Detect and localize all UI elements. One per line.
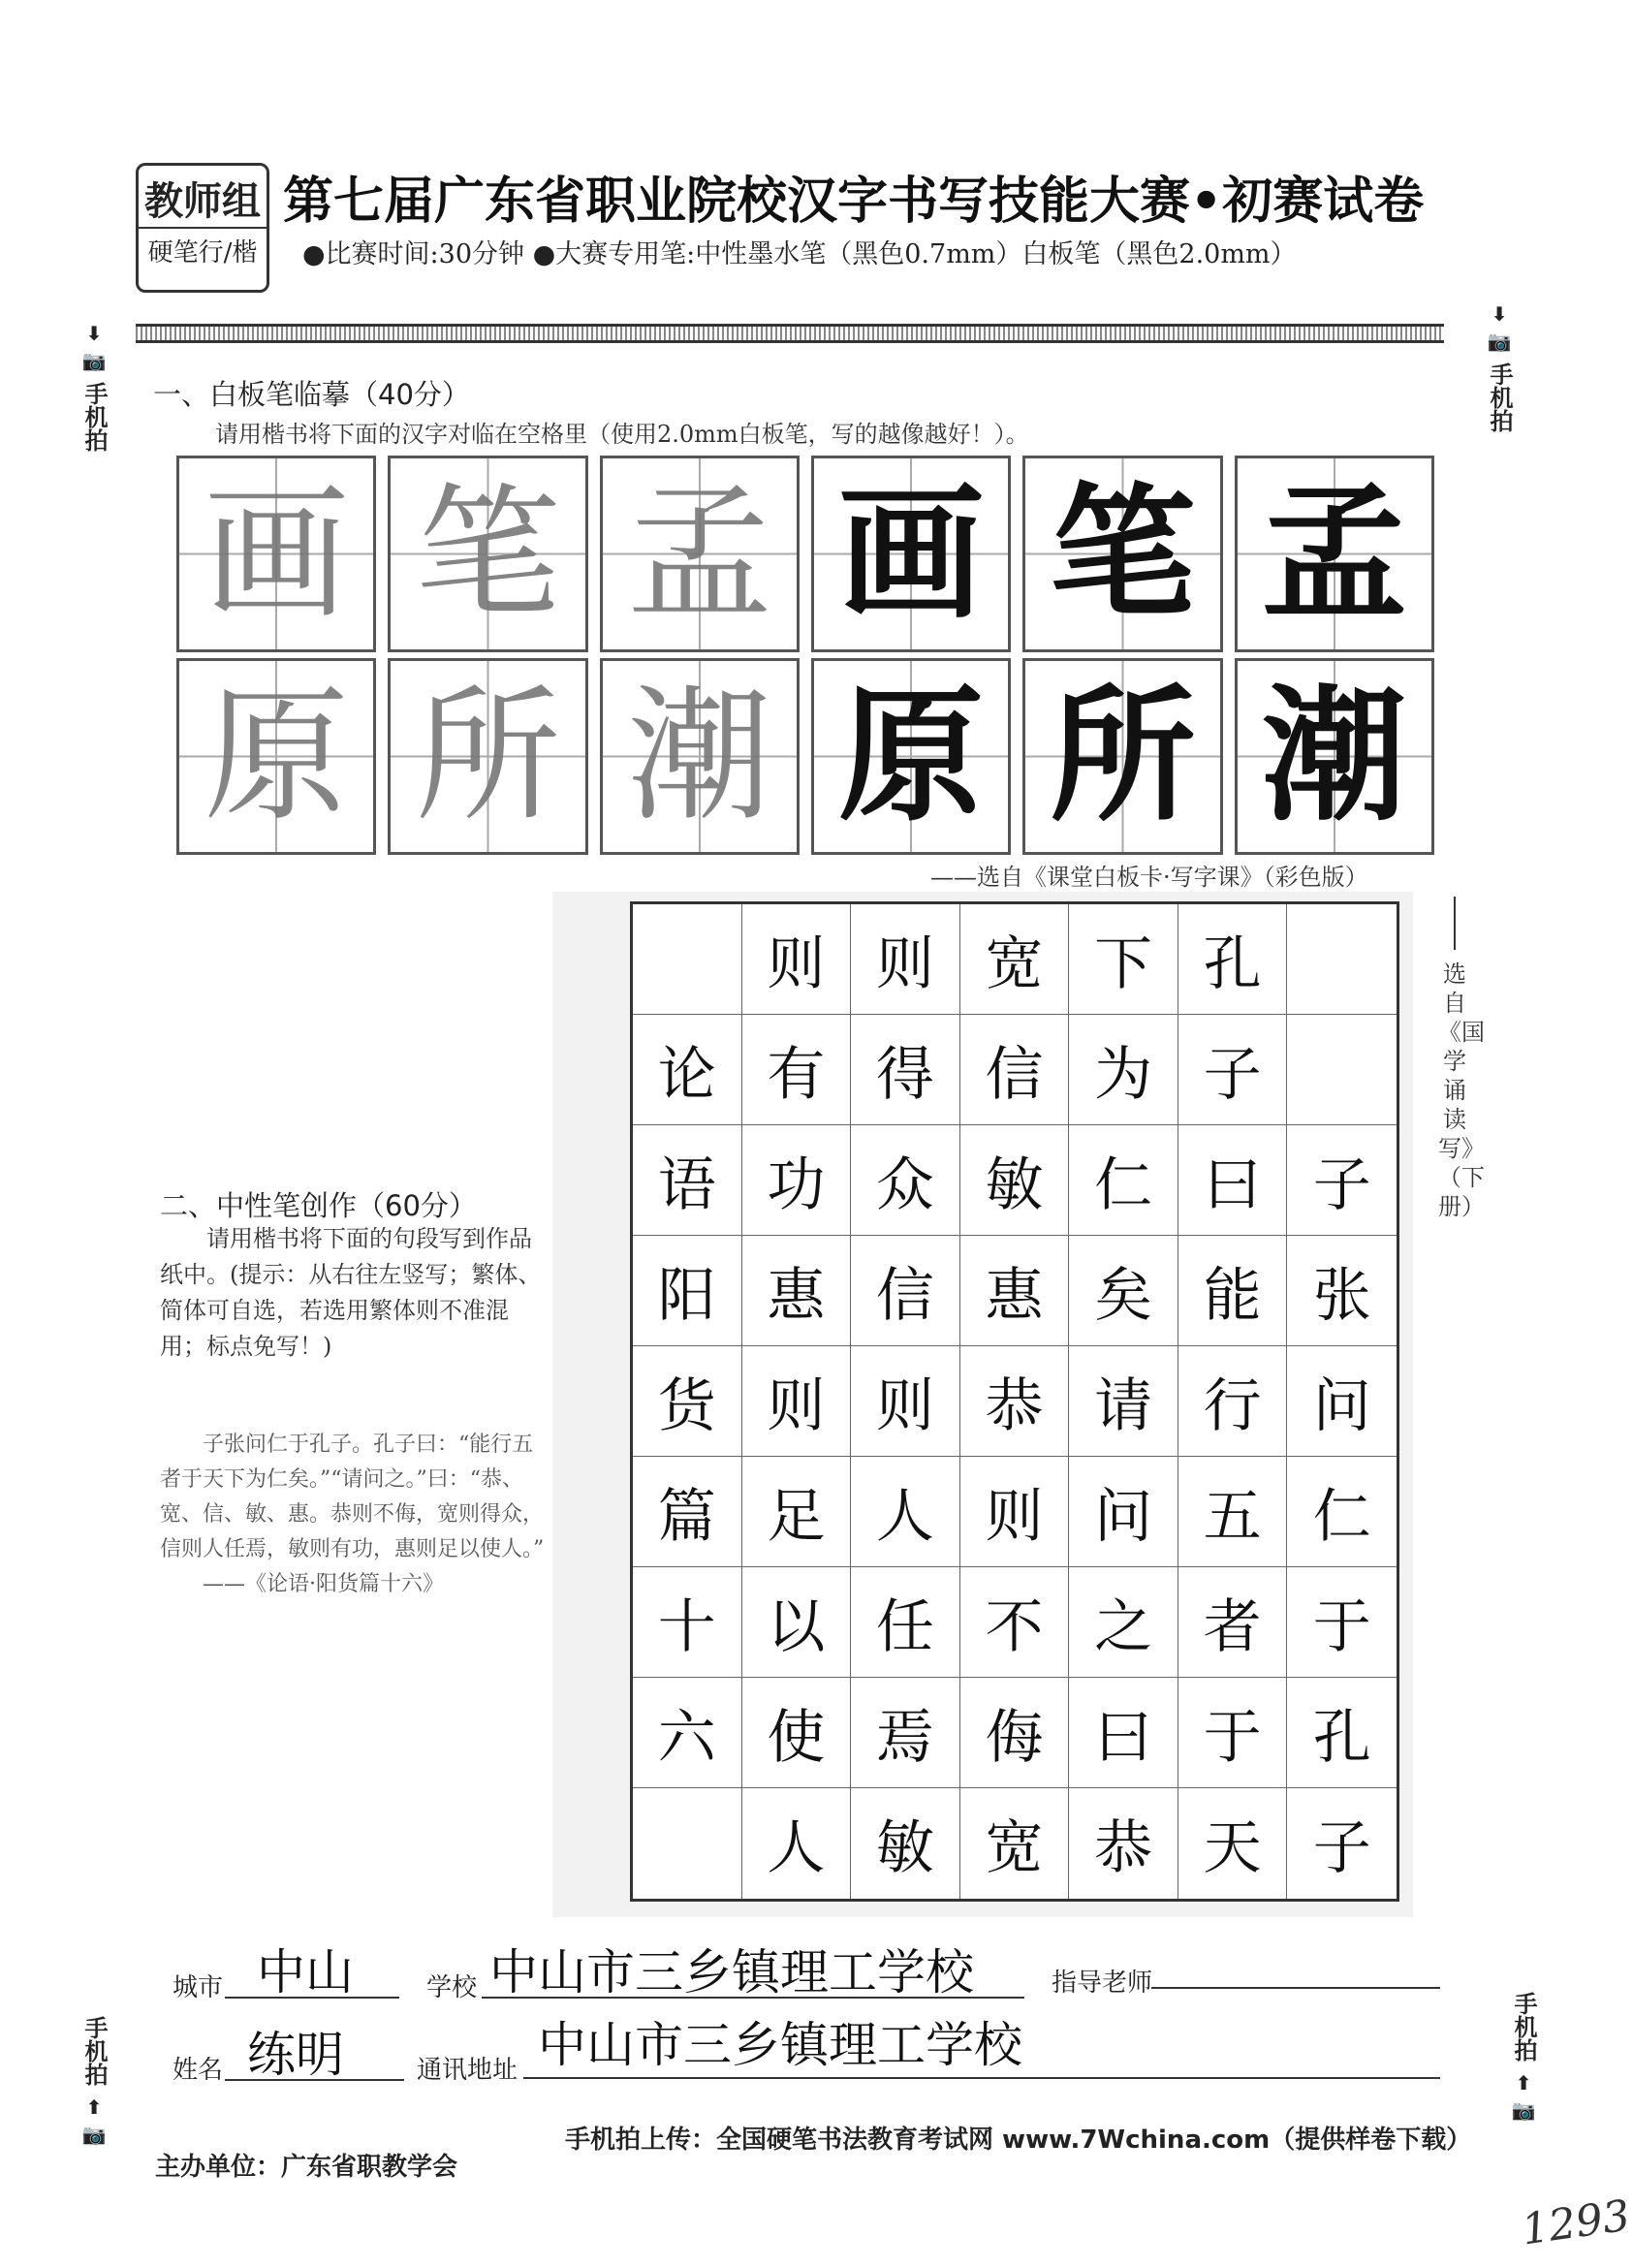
teacher-line — [1151, 1987, 1440, 1989]
side-label-top-left — [78, 320, 110, 452]
grid-cell[interactable]: 人 — [742, 1788, 852, 1899]
model-cell — [811, 456, 1011, 652]
side-label-text: 手机拍 — [80, 382, 108, 452]
grid-cell[interactable]: 敏 — [851, 1788, 960, 1899]
copy-cell[interactable] — [388, 456, 587, 652]
grid-cell[interactable]: 仁 — [1287, 1457, 1397, 1567]
grid-cell[interactable]: 六 — [633, 1678, 742, 1788]
grid-cell[interactable]: 有 — [742, 1015, 852, 1125]
grid-cell[interactable]: 则 — [851, 904, 960, 1015]
address-line — [523, 2077, 1440, 2079]
grid-cell[interactable]: 任 — [851, 1567, 960, 1678]
grid-cell[interactable]: 张 — [1287, 1236, 1397, 1346]
grid-cell[interactable]: 足 — [742, 1457, 852, 1567]
model-char: 笔 — [1050, 469, 1196, 639]
grid-cell[interactable]: 焉 — [851, 1678, 960, 1788]
exam-info: ●比赛时间:30分钟 ●大赛专用笔:中性墨水笔（黑色0.7mm）白板笔（黑色2.0mm） — [302, 239, 1297, 269]
grid-cell[interactable]: 宽 — [960, 1788, 1070, 1899]
copy-cell[interactable] — [176, 456, 376, 652]
copy-char: 潮 — [626, 672, 772, 841]
model-char: 原 — [838, 672, 985, 841]
copy-cell[interactable] — [600, 456, 800, 652]
grid-cell[interactable]: 恭 — [1069, 1788, 1178, 1899]
section1-source: ——选自《课堂白板卡·写字课》（彩色版） — [930, 864, 1368, 891]
grid-cell[interactable]: 子 — [1178, 1015, 1288, 1125]
grid-cell[interactable]: 矣 — [1069, 1236, 1178, 1346]
teacher-label: 指导老师 — [1052, 1969, 1153, 1998]
camera-icon: ⬇📷 — [1487, 302, 1512, 353]
grid-cell[interactable]: 众 — [851, 1125, 960, 1236]
grid-cell[interactable]: 货 — [633, 1346, 742, 1457]
grid-cell[interactable]: 之 — [1069, 1567, 1178, 1678]
model-cell — [1022, 658, 1222, 855]
header-rule — [136, 324, 1444, 343]
grid-cell[interactable]: 得 — [851, 1015, 960, 1125]
grid-cell[interactable]: 于 — [1287, 1567, 1397, 1678]
city-field[interactable]: 中山 — [257, 1944, 354, 2000]
side-label-text: 手机拍 — [1510, 1992, 1537, 2062]
model-cell — [1235, 658, 1434, 855]
section2-heading: 二、中性笔创作（60分） — [160, 1189, 477, 1222]
grid-cell[interactable]: 下 — [1069, 904, 1178, 1015]
school-field[interactable]: 中山市三乡镇理工学校 — [489, 1944, 974, 2000]
copy-char: 孟 — [626, 469, 772, 639]
grid-cell[interactable]: 五 — [1178, 1457, 1288, 1567]
grid-cell[interactable]: 曰 — [1069, 1678, 1178, 1788]
copy-cell[interactable] — [176, 658, 376, 855]
group-name: 教师组 — [144, 179, 261, 224]
grid-cell[interactable]: 问 — [1069, 1457, 1178, 1567]
grid-cell[interactable]: 篇 — [633, 1457, 742, 1567]
grid-cell[interactable]: 能 — [1178, 1236, 1288, 1346]
vertical-source: 选自《国学诵读写》（下册） — [1438, 961, 1485, 1220]
copy-char: 所 — [415, 672, 561, 841]
grid-cell[interactable]: 惠 — [960, 1236, 1070, 1346]
grid-cell[interactable]: 侮 — [960, 1678, 1070, 1788]
section1-heading: 一、白板笔临摹（40分） — [153, 378, 470, 411]
grid-cell[interactable]: 恭 — [960, 1346, 1070, 1457]
copy-char: 笔 — [415, 469, 561, 639]
name-label: 姓名 — [173, 2056, 224, 2085]
side-label-text: 手机拍 — [1486, 362, 1513, 432]
grid-cell[interactable]: 孔 — [1178, 904, 1288, 1015]
side-label-text: 手机拍 — [80, 2016, 108, 2086]
model-char: 画 — [838, 469, 985, 639]
model-cell — [1235, 456, 1434, 652]
grid-cell[interactable] — [1287, 1015, 1397, 1125]
grid-cell[interactable]: 论 — [633, 1015, 742, 1125]
model-char: 孟 — [1261, 469, 1407, 639]
grid-cell[interactable]: 语 — [633, 1125, 742, 1236]
grid-cell[interactable] — [1287, 904, 1397, 1015]
grid-cell[interactable]: 行 — [1178, 1346, 1288, 1457]
grid-cell[interactable]: 者 — [1178, 1567, 1288, 1678]
passage-source: ——《论语·阳货篇十六》 — [203, 1572, 444, 1596]
grid-cell[interactable] — [633, 904, 742, 1015]
grid-cell[interactable]: 宽 — [960, 904, 1070, 1015]
grid-cell[interactable]: 不 — [960, 1567, 1070, 1678]
grid-cell[interactable]: 问 — [1287, 1346, 1397, 1457]
grid-cell[interactable]: 人 — [851, 1457, 960, 1567]
group-subtitle: 硬笔行/楷 — [147, 238, 258, 268]
copy-char: 画 — [204, 469, 350, 639]
grid-cell[interactable]: 以 — [742, 1567, 852, 1678]
passage-text: 子张问仁于孔子。孔子曰：“能行五者于天下为仁矣。”“请问之。”曰：“恭、宽、信、敏、惠。恭则不侮，宽则得众，信则人任焉，敏则有功，惠则足以使人。” — [160, 1433, 545, 1561]
side-label-top-right — [1483, 300, 1516, 432]
address-field[interactable]: 中山市三乡镇理工学校 — [538, 2017, 1022, 2073]
model-cell — [1022, 456, 1222, 652]
grid-cell[interactable]: 信 — [851, 1236, 960, 1346]
copy-cell[interactable] — [388, 658, 587, 855]
page-title: 第七届广东省职业院校汉字书写技能大赛•初赛试卷 — [283, 173, 1425, 231]
model-char: 潮 — [1261, 672, 1407, 841]
source-passage — [160, 1428, 548, 1602]
grid-cell[interactable]: 子 — [1287, 1125, 1397, 1236]
page-number: 1293 — [1518, 2190, 1633, 2255]
grid-cell[interactable]: 惠 — [742, 1236, 852, 1346]
grid-cell[interactable]: 为 — [1069, 1015, 1178, 1125]
model-cell — [811, 658, 1011, 855]
address-label: 通讯地址 — [417, 2056, 518, 2085]
grid-cell[interactable]: 于 — [1178, 1678, 1288, 1788]
grid-cell[interactable]: 则 — [851, 1346, 960, 1457]
copy-cell[interactable] — [600, 658, 800, 855]
organizer: 主办单位：广东省职教学会 — [155, 2153, 458, 2182]
grid-cell[interactable]: 功 — [742, 1125, 852, 1236]
grid-cell[interactable]: 孔 — [1287, 1678, 1397, 1788]
writing-grid[interactable] — [630, 901, 1399, 1902]
grid-cell[interactable]: 阳 — [633, 1236, 742, 1346]
grid-cell[interactable]: 则 — [742, 1346, 852, 1457]
grid-cell[interactable]: 曰 — [1178, 1125, 1288, 1236]
grid-cell[interactable]: 子 — [1312, 1814, 1371, 1882]
camera-icon: ⬆📷 — [81, 2095, 107, 2146]
grid-cell[interactable]: 则 — [742, 904, 852, 1015]
camera-icon: ⬇📷 — [81, 322, 107, 372]
camera-icon: ⬆📷 — [1511, 2071, 1536, 2122]
section2-instruction: 请用楷书将下面的句段写到作品纸中。(提示：从右往左竖写；繁体、简体可自选，若选用繁体则不准混用；标点免写！) — [160, 1225, 542, 1360]
grid-cell[interactable]: 十 — [633, 1567, 742, 1678]
grid-cell[interactable] — [633, 1788, 742, 1899]
side-label-bottom-left — [78, 2016, 110, 2148]
school-label: 学校 — [426, 1973, 478, 2002]
grid-cell[interactable]: 敏 — [960, 1125, 1070, 1236]
model-char: 所 — [1050, 672, 1196, 841]
source-rule — [1454, 897, 1456, 950]
grid-cell[interactable]: 使 — [742, 1678, 852, 1788]
city-label: 城市 — [173, 1973, 224, 2002]
copy-grid — [176, 456, 1434, 855]
grid-cell[interactable]: 天 — [1178, 1788, 1288, 1899]
side-label-bottom-right — [1507, 1992, 1540, 2124]
copy-char: 原 — [204, 672, 350, 841]
grid-cell[interactable]: 信 — [960, 1015, 1070, 1125]
group-divider — [136, 227, 269, 229]
grid-cell[interactable]: 请 — [1069, 1346, 1178, 1457]
section1-instruction: 请用楷书将下面的汉字对临在空格里（使用2.0mm白板笔，写的越像越好！）。 — [215, 421, 1029, 448]
name-field[interactable]: 练明 — [247, 2027, 344, 2083]
grid-cell[interactable]: 仁 — [1069, 1125, 1178, 1236]
upload-info: 手机拍上传：全国硬笔书法教育考试网 www.7Wchina.com（提供样卷下载） — [565, 2126, 1472, 2155]
grid-cell[interactable]: 则 — [960, 1457, 1070, 1567]
